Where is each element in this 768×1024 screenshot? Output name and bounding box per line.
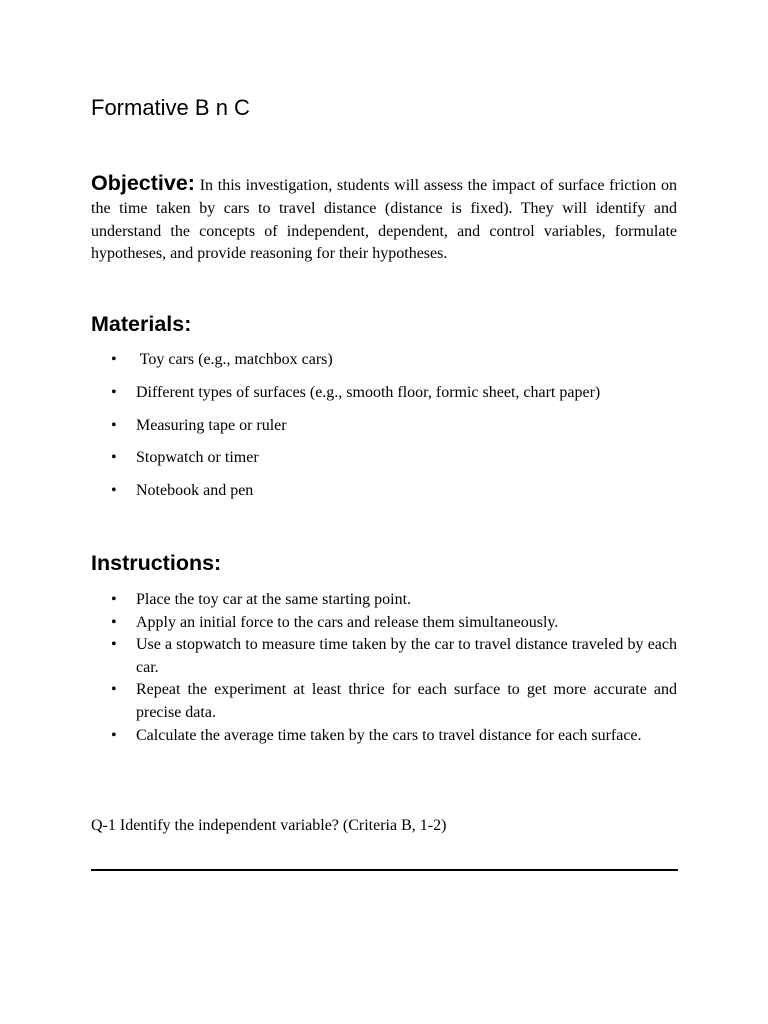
bullet-icon: • bbox=[111, 351, 117, 368]
bullet-icon: • bbox=[111, 681, 117, 699]
question-text: Q-1 Identify the independent variable? (Criteria B, 1-2) bbox=[91, 817, 447, 834]
bullet-icon: • bbox=[111, 613, 117, 631]
list-item bbox=[91, 382, 677, 404]
list-item bbox=[91, 480, 677, 502]
bullet-icon: • bbox=[111, 482, 117, 500]
list-item bbox=[91, 415, 677, 437]
answer-line[interactable] bbox=[91, 869, 678, 871]
list-item bbox=[91, 679, 677, 724]
document-title: Formative B n C bbox=[91, 95, 250, 120]
materials-heading: Materials: bbox=[91, 312, 192, 336]
instruction-text: Place the toy car at the same starting point. bbox=[136, 591, 412, 608]
instruction-text: Repeat the experiment at least thrice for each surface to get more accurate and precise data. bbox=[136, 681, 677, 721]
list-item bbox=[91, 612, 677, 635]
instruction-text: Calculate the average time taken by the cars to travel distance for each surface. bbox=[136, 726, 642, 744]
list-item bbox=[91, 725, 677, 748]
material-text: Different types of surfaces (e.g., smooth floor, formic sheet, chart paper) bbox=[136, 383, 601, 401]
objective-paragraph bbox=[91, 172, 677, 266]
list-item bbox=[91, 349, 677, 371]
objective-text: In this investigation, students will assess the impact of surface friction on the time taken by cars to travel distance (distance is fixed). They will identify and understand the concepts of independent, dependent, and control variables, formulate hypotheses, and provide reasoning for their hypotheses. bbox=[91, 177, 677, 263]
material-text: Notebook and pen bbox=[136, 482, 254, 500]
bullet-icon: • bbox=[111, 383, 117, 401]
bullet-icon: • bbox=[111, 416, 117, 434]
material-text: Toy cars (e.g., matchbox cars) bbox=[136, 351, 333, 368]
bullet-icon: • bbox=[111, 726, 117, 744]
bullet-icon: • bbox=[111, 591, 117, 608]
bullet-icon: • bbox=[111, 449, 117, 467]
instruction-text: Apply an initial force to the cars and release them simultaneously. bbox=[136, 613, 559, 631]
material-text: Measuring tape or ruler bbox=[136, 416, 287, 434]
list-item bbox=[91, 634, 677, 679]
instruction-text: Use a stopwatch to measure time taken by the car to travel distance traveled by each car. bbox=[136, 636, 677, 676]
list-item bbox=[91, 589, 677, 612]
bullet-icon: • bbox=[111, 636, 117, 654]
instructions-list bbox=[91, 589, 677, 747]
materials-list bbox=[91, 349, 677, 513]
list-item bbox=[91, 447, 677, 469]
objective-label: Objective: bbox=[91, 171, 195, 195]
material-text: Stopwatch or timer bbox=[136, 449, 259, 467]
instructions-heading: Instructions: bbox=[91, 551, 222, 575]
